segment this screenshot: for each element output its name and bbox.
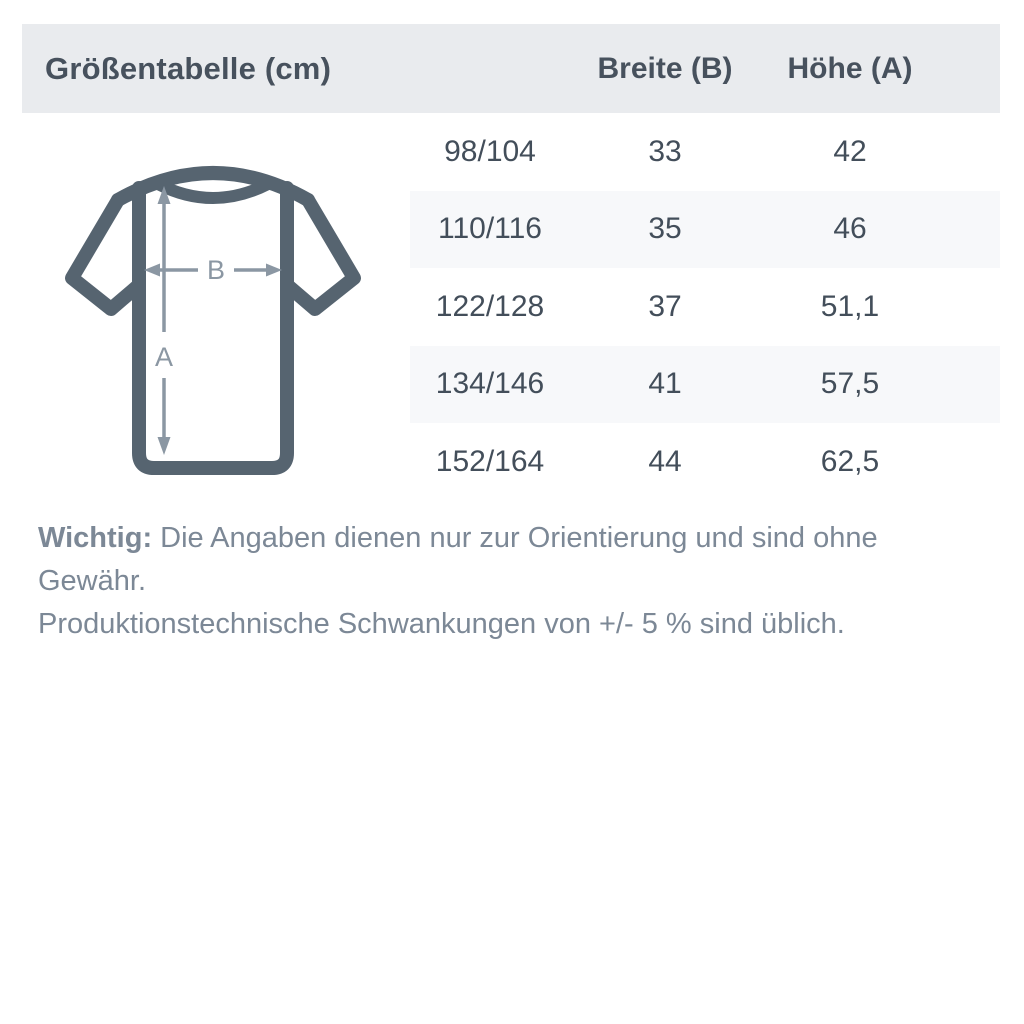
disclaimer-prefix: Wichtig:: [38, 522, 153, 554]
cell-size: 110/116: [438, 212, 542, 246]
cell-hoehe: 46: [833, 212, 867, 246]
cell-size: 122/128: [435, 289, 545, 323]
tshirt-measurement-diagram: [58, 152, 368, 482]
tshirt-sleeve-left: [72, 200, 139, 309]
page-title: Größentabelle (cm): [45, 50, 332, 86]
height-label: A: [154, 342, 174, 372]
cell-size: 134/146: [435, 367, 545, 401]
table-row: [410, 423, 1000, 501]
cell-hoehe: 57,5: [820, 367, 880, 401]
cell-hoehe: 62,5: [820, 444, 880, 478]
cell-hoehe: 42: [833, 134, 867, 168]
disclaimer-line2: Produktionstechnische Schwankungen von +/- 5 % sind üblich.: [38, 608, 845, 640]
table-row: [410, 346, 1000, 424]
tshirt-body: [139, 188, 287, 468]
tshirt-sleeve-right: [287, 200, 354, 309]
cell-breite: 37: [648, 289, 682, 323]
cell-breite: 41: [648, 367, 682, 401]
disclaimer-line1: Die Angaben dienen nur zur Orientierung und sind ohne Gewähr.: [38, 522, 878, 597]
cell-breite: 35: [648, 212, 682, 246]
column-header-breite: Breite (B): [597, 51, 733, 85]
cell-size: 152/164: [435, 444, 545, 478]
cell-breite: 44: [648, 444, 682, 478]
size-table: [410, 113, 1000, 501]
table-row: [410, 268, 1000, 346]
cell-hoehe: 51,1: [820, 289, 880, 323]
table-header-bar: [22, 24, 1000, 113]
table-row: [410, 191, 1000, 269]
width-label: B: [206, 255, 226, 285]
table-row: [410, 113, 1000, 191]
cell-size: 98/104: [444, 134, 536, 168]
height-arrow: [158, 186, 171, 455]
tshirt-neckline: [158, 184, 268, 198]
cell-breite: 33: [648, 134, 682, 168]
column-header-hoehe: Höhe (A): [787, 51, 913, 85]
disclaimer: [38, 517, 978, 646]
